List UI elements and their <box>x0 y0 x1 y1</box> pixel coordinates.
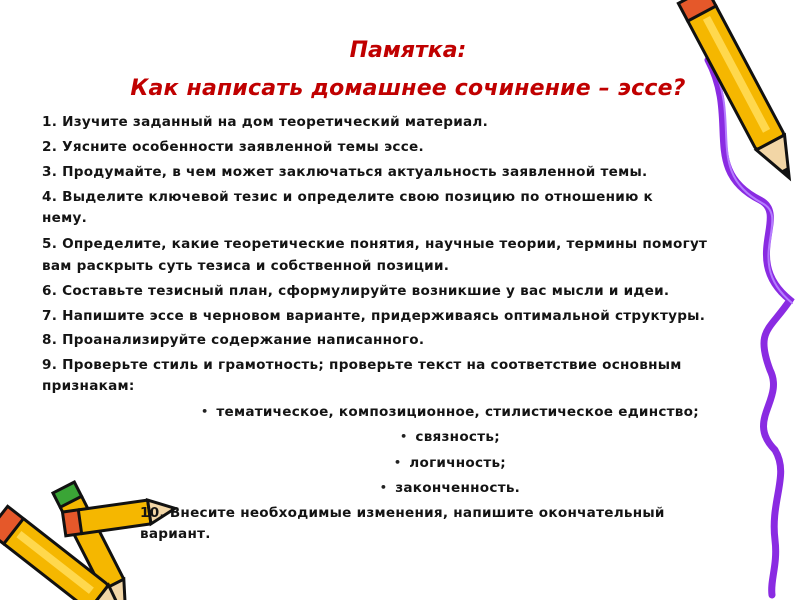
page-title: Памятка: <box>349 38 467 63</box>
bullet-text: связность; <box>415 429 500 445</box>
bullet-item <box>50 480 800 496</box>
page-subtitle: Как написать домашнее сочинение – эссе? <box>130 76 686 101</box>
list-item: 5. Определите, какие теоретические понятия, научные теории, термины помогут <box>42 236 708 252</box>
bullet-item <box>50 455 800 471</box>
list-item-continuation: признакам: <box>42 378 135 394</box>
list-item: 1. Изучите заданный на дом теоретический материал. <box>42 114 489 130</box>
list-item-continuation: вариант. <box>140 526 211 542</box>
bullet-item <box>50 429 800 445</box>
list-item-continuation: нему. <box>42 210 87 226</box>
bullet-text: тематическое, композиционное, стилистическое единство; <box>216 404 699 420</box>
bullet-icon: • <box>400 430 408 443</box>
list-item: 3. Продумайте, в чем может заключаться актуальность заявленной темы. <box>42 164 648 180</box>
bullet-text: законченность. <box>395 480 521 496</box>
bullet-text: логичность; <box>409 455 506 471</box>
bullet-item <box>50 404 800 420</box>
list-item: 4. Выделите ключевой тезис и определите свою позицию по отношению к <box>42 189 653 205</box>
list-item: 8. Проанализируйте содержание написанного. <box>42 332 425 348</box>
bullet-icon: • <box>201 405 209 418</box>
list-item: 9. Проверьте стиль и грамотность; проверьте текст на соответствие основным <box>42 357 682 373</box>
bullet-icon: • <box>379 481 388 494</box>
list-item: 7. Напишите эссе в черновом варианте, придерживаясь оптимальной структуры. <box>42 308 706 324</box>
list-item-continuation: вам раскрыть суть тезиса и собственной позиции. <box>42 258 450 274</box>
list-item: 10. Внесите необходимые изменения, напишите окончательный <box>140 505 665 521</box>
list-item: 6. Составьте тезисный план, сформулируйте возникшие у вас мысли и идеи. <box>42 283 670 299</box>
bullet-icon: • <box>394 456 402 469</box>
list-item: 2. Уясните особенности заявленной темы эссе. <box>42 139 424 155</box>
